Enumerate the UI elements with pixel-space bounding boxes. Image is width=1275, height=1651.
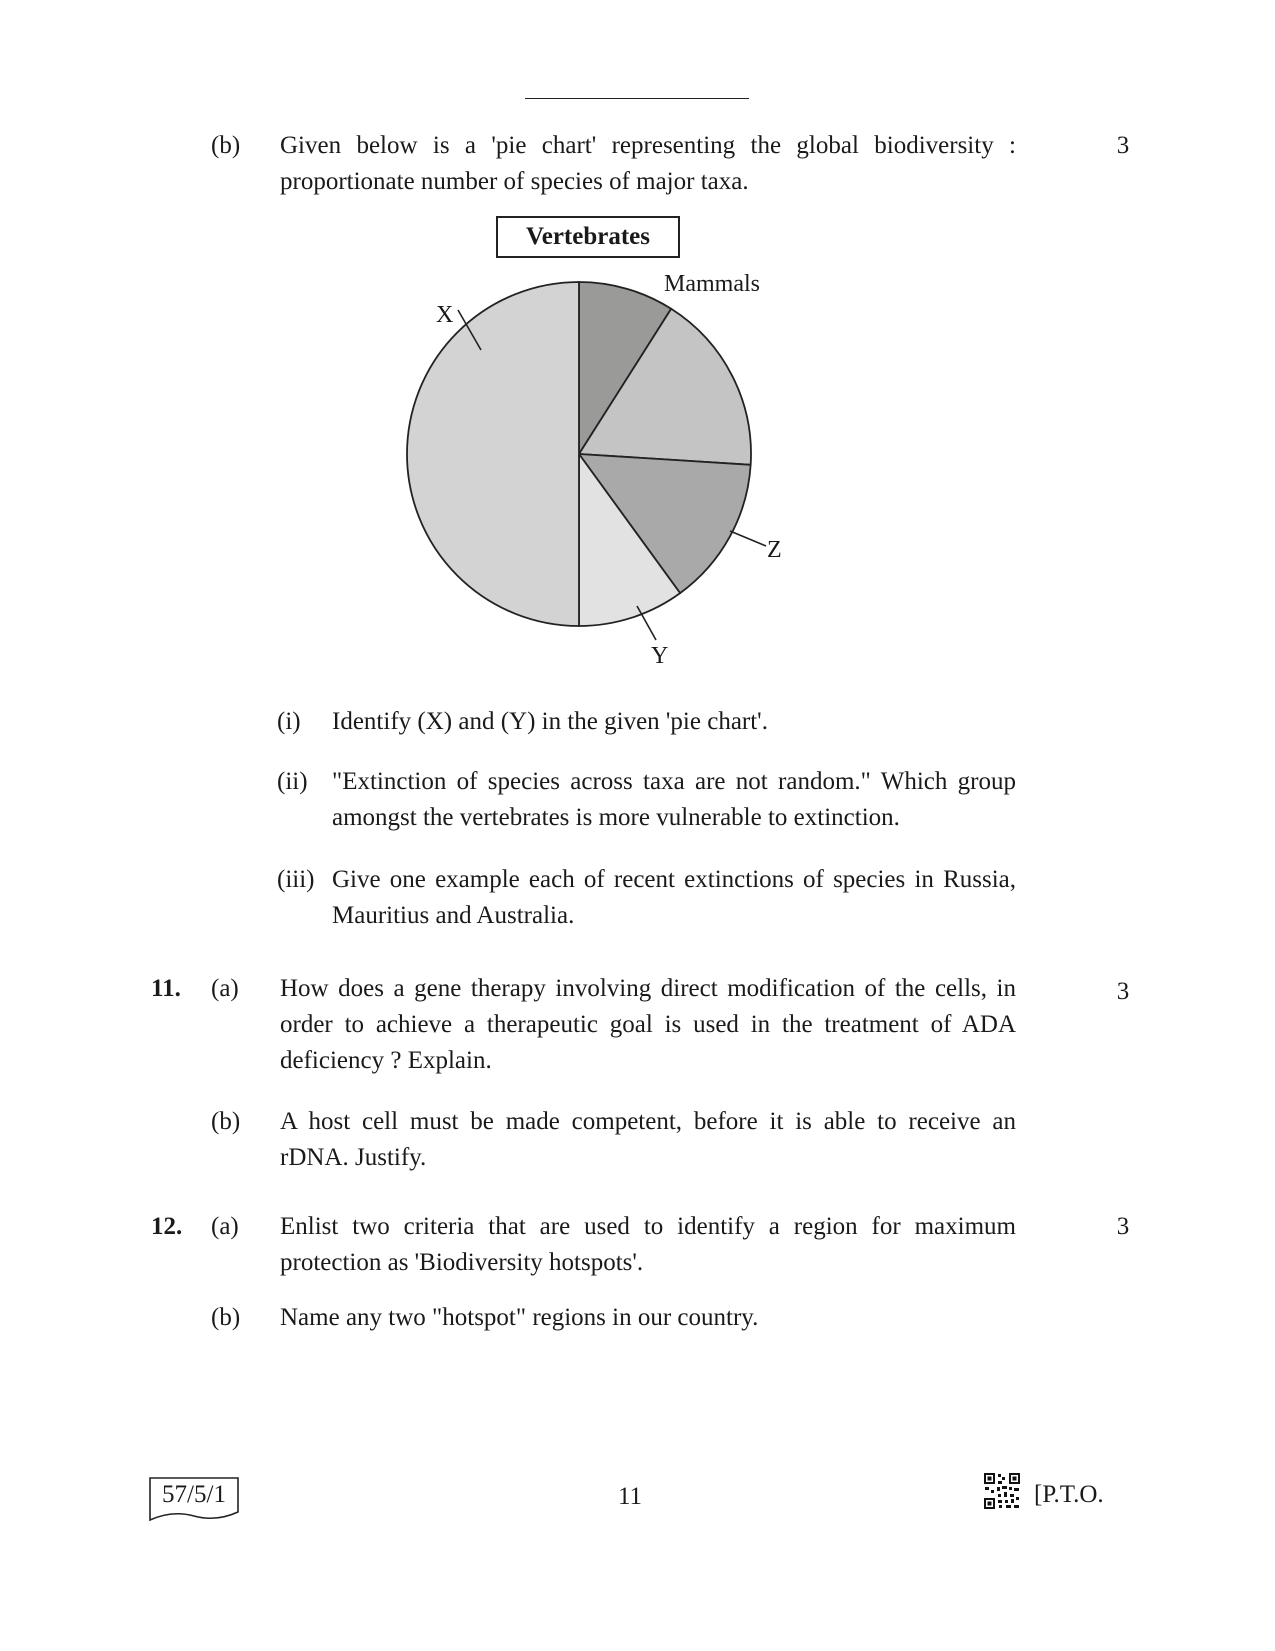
sub-ii-text: "Extinction of species across taxa are not random." Which group amongst the vertebrates is more vulnerable to extinction. — [332, 768, 1016, 831]
q12-number: 12. — [151, 1213, 183, 1240]
q12b-label: (b) — [211, 1304, 241, 1331]
pto-label: [P.T.O. — [1034, 1481, 1104, 1508]
sub-ii-label: (ii) — [277, 768, 308, 795]
pie-chart-title: Vertebrates — [496, 216, 680, 258]
q10b-marks: 3 — [1116, 132, 1130, 159]
q12a-label: (a) — [211, 1213, 239, 1240]
q11-number: 11. — [151, 975, 181, 1002]
q11b-label: (b) — [211, 1108, 241, 1135]
paper-code: 57/5/1 — [162, 1481, 226, 1508]
q10b-label: (b) — [211, 132, 241, 159]
sub-i-text: Identify (X) and (Y) in the given 'pie chart'. — [332, 708, 768, 735]
pie-leader-z — [730, 531, 766, 546]
qr-code-icon — [983, 1472, 1021, 1510]
pie-slice-x — [407, 282, 579, 626]
q12a-text: Enlist two criteria that are used to identify a region for maximum protection as 'Biodiversity hotspots'. — [280, 1213, 1016, 1276]
pie-label-mammals: Mammals — [664, 271, 760, 297]
pie-label-x: X — [436, 302, 454, 328]
sub-iii-text: Give one example each of recent extinctions of species in Russia, Mauritius and Australia. — [332, 866, 1016, 929]
pie-label-z: Z — [767, 537, 782, 563]
q10b-text: Given below is a 'pie chart' representing the global biodiversity : proportionate number of species of major taxa. — [280, 132, 1016, 195]
q11b-text: A host cell must be made competent, before it is able to receive an rDNA. Justify. — [280, 1108, 1016, 1171]
sub-iii-label: (iii) — [277, 866, 315, 893]
page-number: 11 — [617, 1483, 643, 1510]
q11a-text: How does a gene therapy involving direct modification of the cells, in order to achieve a therapeutic goal is used in the treatment of ADA deficiency ? Explain. — [280, 975, 1016, 1074]
pie-label-y: Y — [651, 643, 669, 669]
pie-chart — [0, 0, 1275, 700]
q12-marks: 3 — [1116, 1213, 1130, 1240]
q12b-text: Name any two "hotspot" regions in our country. — [280, 1304, 759, 1331]
q11-marks: 3 — [1116, 978, 1130, 1005]
q11a-label: (a) — [211, 975, 239, 1002]
sub-i-label: (i) — [277, 708, 301, 735]
